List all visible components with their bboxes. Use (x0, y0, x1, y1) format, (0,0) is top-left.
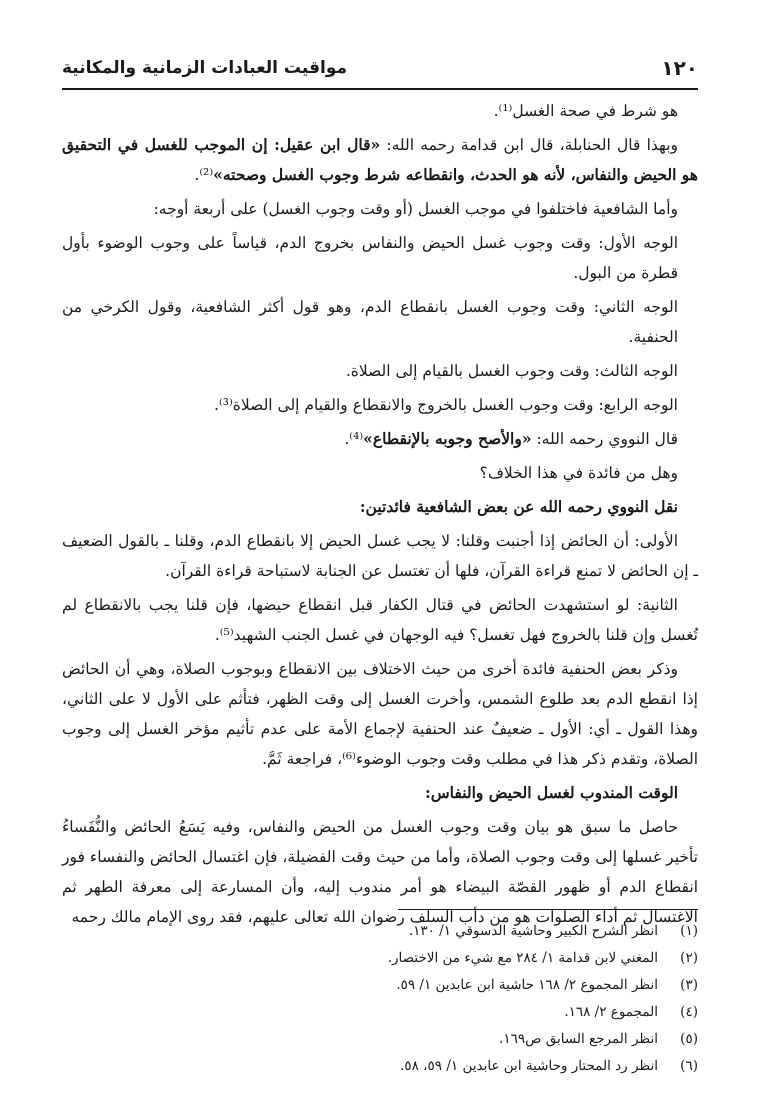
paragraph: وأما الشافعية فاختلفوا في موجب الغسل (أو وقت وجوب الغسل) على أربعة أوجه: (153, 200, 678, 218)
footnote: (٦) انظر رد المحتار وحاشية ابن عابدين ١/ ٥٩، ٥٨. (400, 1058, 698, 1074)
footnote: (١) انظر الشرح الكبير وحاشية الدسوقي ١/ ١٣٠. (408, 923, 698, 939)
paragraph: حاصل ما سبق هو بيان وقت وجوب الغسل من الحيض والنفاس، وفيه يَسَعُ الحائض والنُّفَساءُ تأخير غسلها إلى وقت وجوب الصلاة، وأما من حيث وقت الفضيلة، فإن اغتسال الحائض والنفساء فور انقطاع الدم أو ظهور القصّة البيضاء هو أمر مندوب إليه، وأن المسارعة إلى معرفة الطهر ثم الاغتسال ثم أداء الصلوات هو من دأب السلف رضوان الله تعالى عليهم، فقد روى الإمام مالك رحمه (62, 818, 698, 926)
paragraph-nawawi-quote: قال النووي رحمه الله: «والأصح وجوبه بالإنقطاع»⁽⁴⁾. (344, 429, 678, 448)
running-title: مواقيت العبادات الزمانية والمكانية (62, 58, 347, 78)
paragraph: هو شرط في صحة الغسل⁽¹⁾. (493, 102, 678, 120)
paragraph-first-view: الوجه الأول: وقت وجوب غسل الحيض والنفاس بخروج الدم، قياساً على وجوب الوضوء بأول قطرة من البول. (62, 234, 678, 282)
page-number: ١٢٠ (661, 56, 698, 80)
paragraph-first-benefit: الأولى: أن الحائض إذا أجنبت وقلنا: لا يجب غسل الحيض إلا بانقطاع الدم، وقلنا ـ بالقول الضعيف ـ إن الحائض لا تمنع قراءة القرآن، فلها أن تغتسل عن الجنابة لاستباحة قراءة القرآن. (62, 532, 698, 580)
paragraph-ibn-qudama-quote: وبهذا قال الحنابلة، قال ابن قدامة رحمه الله: «قال ابن عقيل: إن الموجب للغسل في التحقيق هو الحيض والنفاس، لأنه هو الحدث، وانقطاعه شرط وجوب الغسل وصحته»⁽²⁾. (62, 135, 698, 184)
paragraph: وذكر بعض الحنفية فائدة أخرى من حيث الاختلاف بين الانقطاع وبوجوب الصلاة، وهي أن الحائض إذا انقطع الدم بعد طلوع الشمس، وأخرت الغسل إلى وقت الظهر، فتأثم على الأول لا على الثاني، وهذا القول ـ أي: الأول ـ ضعيفٌ عند الحنفية لإجماع الأمة على عدم تأثيم مؤخر الغسل إلى وجوب الصلاة، وتقدم ذكر هذا في مطلب وقت وجوب الوضوء⁽⁶⁾، فراجعة ثَمَّ. (62, 660, 698, 768)
footnote: (٥) انظر المرجع السابق ص١٦٩. (499, 1031, 698, 1047)
footnote-divider (398, 909, 698, 910)
paragraph-fourth-view: الوجه الرابع: وقت وجوب الغسل بالخروج والانقطاع والقيام إلى الصلاة⁽³⁾. (214, 396, 678, 414)
paragraph-second-view: الوجه الثاني: وقت وجوب الغسل بانقطاع الدم، وهو قول أكثر الشافعية، وقول الكرخي من الحنفية. (62, 298, 678, 346)
main-text (62, 96, 698, 936)
paragraph: وهل من فائدة في هذا الخلاف؟ (479, 464, 678, 482)
page-header (62, 48, 698, 90)
paragraph-third-view: الوجه الثالث: وقت وجوب الغسل بالقيام إلى الصلاة. (345, 362, 678, 380)
footnote: (٢) المغني لابن قدامة ١/ ٢٨٤ مع شيء من الاختصار. (387, 950, 698, 966)
section-heading: الوقت المندوب لغسل الحيض والنفاس: (425, 783, 678, 802)
footnotes (62, 918, 698, 1080)
footnote: (٤) المجموع ٢/ ١٦٨. (564, 1004, 698, 1020)
footnote: (٣) انظر المجموع ٢/ ١٦٨ حاشية ابن عابدين ١/ ٥٩. (396, 977, 698, 993)
paragraph-second-benefit: الثانية: لو استشهدت الحائض في قتال الكفار قبل انقطاع حيضها، فإن قلنا يجب بالانقطاع لم تُغسل وإن قلنا بالخروج فهل تغسل؟ فيه الوجهان في غسل الجنب الشهيد⁽⁵⁾. (62, 596, 698, 644)
quoted-text: «قال ابن عقيل: إن الموجب للغسل في التحقيق هو الحيض والنفاس، لأنه هو الحدث، وانقطاعه شرط وجوب الغسل وصحته» (62, 135, 698, 184)
section-heading: نقل النووي رحمه الله عن بعض الشافعية فائدتين: (359, 497, 678, 516)
quoted-text: «والأصح وجوبه بالإنقطاع» (363, 429, 532, 448)
